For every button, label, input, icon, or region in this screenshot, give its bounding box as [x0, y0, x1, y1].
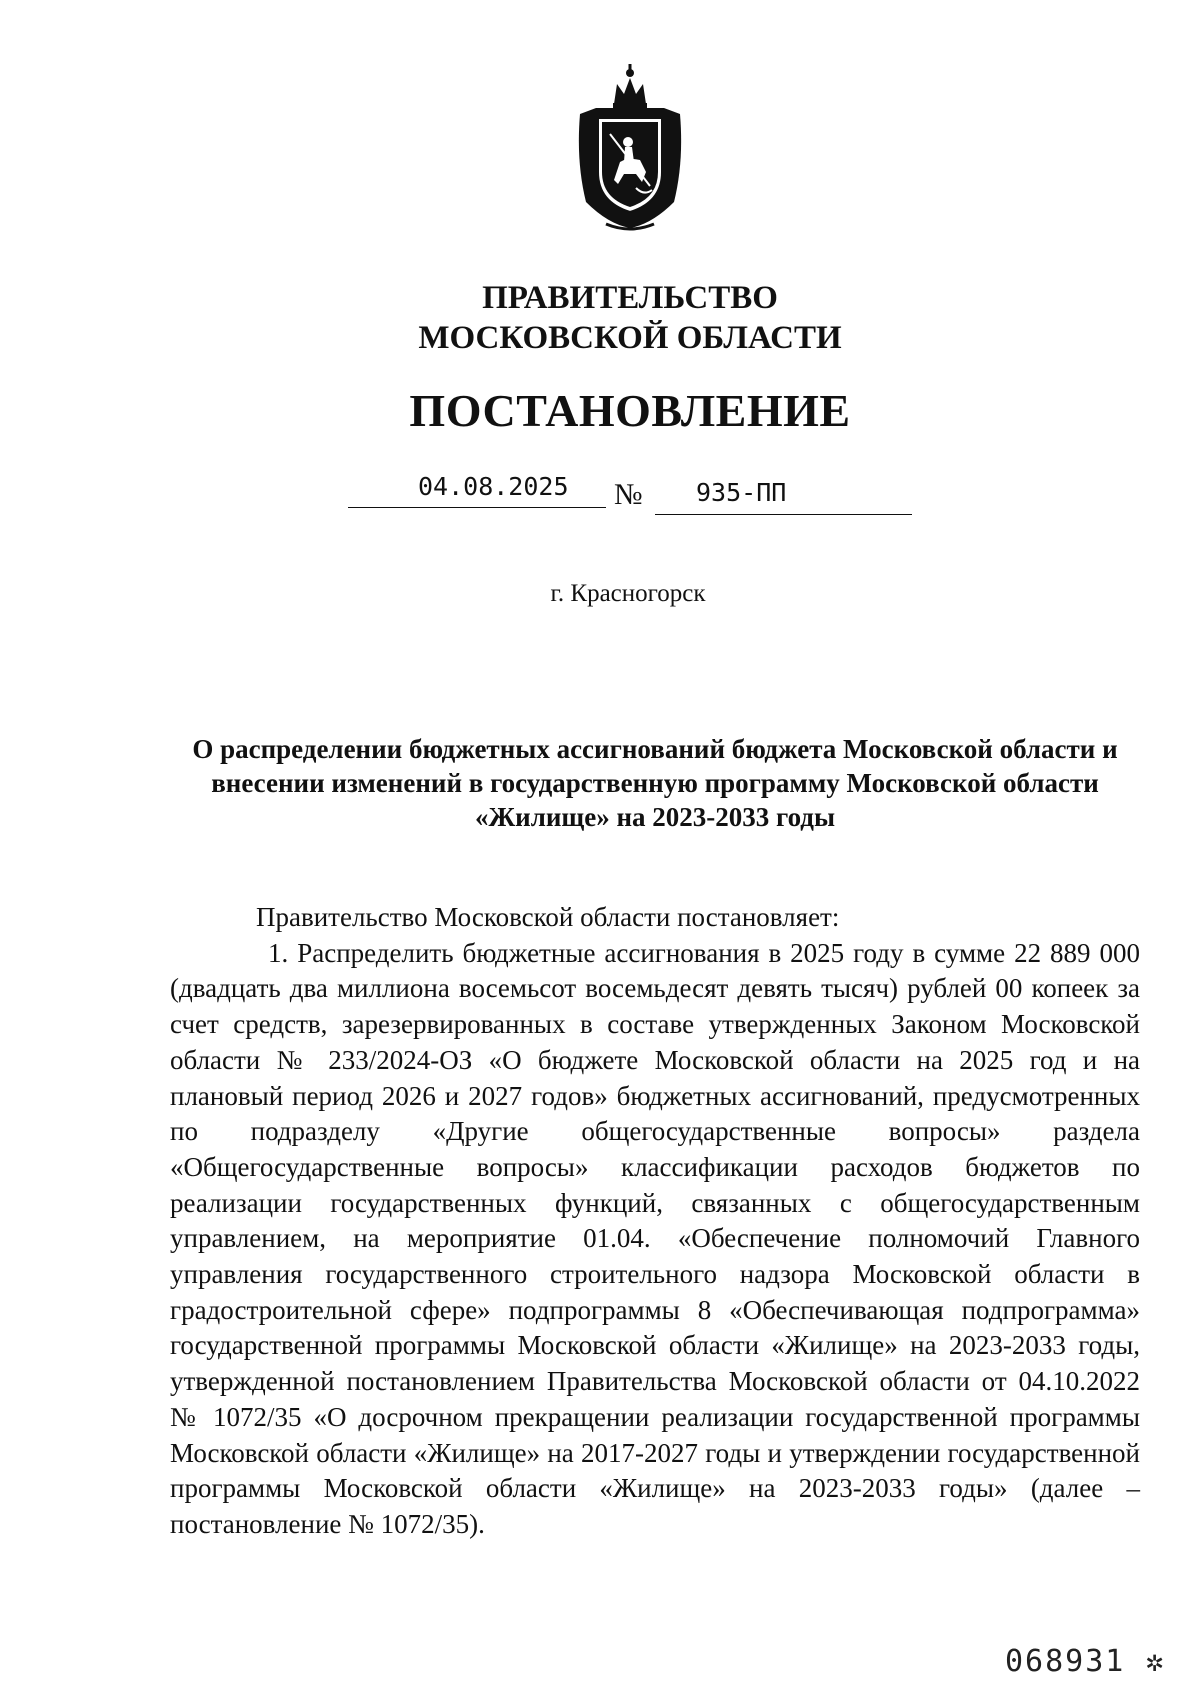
body-item-1-paragraph: 1. Распределить бюджетные ассигнования в 2025 году в сумме 22 889 000 (двадцать два миллиона восемьсот восемьдесят девять тысяч) рублей 00 копеек за счет средств, зарезервированных в составе утвержденных Законом Московской области № 233/2024-ОЗ «О бюджете Московской области на 2025 год и на плановый период 2026 и 2027 годов» бюджетных ассигнований, предусмотренных по подразделу «Другие общегосударственные вопросы» раздела «Общегосударственные вопросы» классификации расходов бюджетов по реализации государственных функций, связанных с общегосударственным управлением, на мероприятие 01.04. «Обеспечение полномочий Главного управления государственного строительного надзора Московской области в градостроительной сфере» подпрограммы 8 «Обеспечивающая подпрограмма» государственной программы Московской области «Жилище» на 2023-2033 годы, утвержденной постановлением Правительства Московской области от 04.10.2022 № 1072/35 «О досрочном прекращении реализации государственной программы Московской области «Жилище» на 2017-2027 годы и утверждении государственной программы Московской области «Жилище» на 2023-2033 годы» (далее – постановление № 1072/35). [170, 937, 1140, 1539]
number-sign: № [614, 478, 643, 511]
body-intro-paragraph: Правительство Московской области постановляет: [256, 902, 840, 932]
asterisk-mark-icon: ✲ [1145, 1644, 1166, 1679]
document-number: 935-ПП [696, 478, 787, 507]
document-body [170, 900, 1140, 1543]
document-type-heading: ПОСТАНОВЛЕНИЕ [409, 385, 851, 436]
serial-number: 068931 [1005, 1644, 1126, 1679]
serial-stamp [1005, 1644, 1166, 1679]
document-date: 04.08.2025 [418, 472, 569, 501]
government-name-line1: ПРАВИТЕЛЬСТВО [482, 280, 778, 316]
issue-city: г. Красногорск [550, 580, 706, 607]
number-underline [655, 514, 912, 515]
coat-of-arms-icon [570, 62, 690, 232]
government-name-line2: МОСКОВСКОЙ ОБЛАСТИ [418, 320, 842, 356]
date-underline [348, 507, 606, 508]
document-title: О распределении бюджетных ассигнований бюджета Московской области и внесении изменений в государственную программу Московской области «Жилище» на 2023-2033 годы [192, 734, 1118, 832]
